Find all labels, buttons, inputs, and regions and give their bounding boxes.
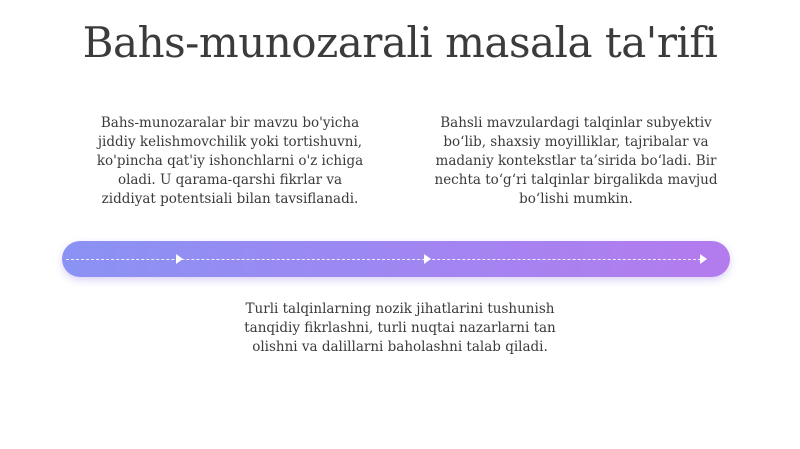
text-line: bo‘lishi mumkin.	[519, 191, 633, 207]
text-line: Turli talqinlarning nozik jihatlarini tushunish	[245, 301, 555, 317]
text-line: oladi. U qarama-qarshi fikrlar va	[117, 172, 343, 188]
text-line: Bahs-munozaralar bir mavzu bo'yicha	[100, 115, 360, 131]
text-line: nechta to‘g‘ri talqinlar birgalikda mavjud	[434, 172, 718, 188]
text-line: olishni va dalillarni baholashni talab qiladi.	[252, 339, 548, 355]
arrow-icon	[700, 254, 707, 264]
text-line: bo‘lib, shaxsiy moyilliklar, tajribalar va	[443, 134, 709, 150]
timeline-dashed-line	[66, 259, 706, 260]
arrow-icon	[176, 254, 183, 264]
text-line: madaniy kontekstlar ta’sirida bo‘ladi. Bir	[435, 153, 717, 169]
text-block-critical-thinking	[200, 300, 600, 357]
slide-title: Bahs-munozarali masala ta'rifi	[82, 18, 718, 67]
text-block-definition	[72, 114, 388, 209]
text-line: ziddiyat potentsiali bilan tavsiflanadi.	[101, 191, 359, 207]
text-line: ko'pincha qat'iy ishonchlarni o'z ichiga	[96, 153, 364, 169]
text-line: jiddiy kelishmovchilik yoki tortishuvni,	[97, 134, 363, 150]
text-block-interpretations	[412, 114, 740, 209]
text-line: Bahsli mavzulardagi talqinlar subyektiv	[440, 115, 712, 131]
text-line: tanqidiy fikrlashni, turli nuqtai nazarlarni tan	[244, 320, 556, 336]
arrow-icon	[424, 254, 431, 264]
